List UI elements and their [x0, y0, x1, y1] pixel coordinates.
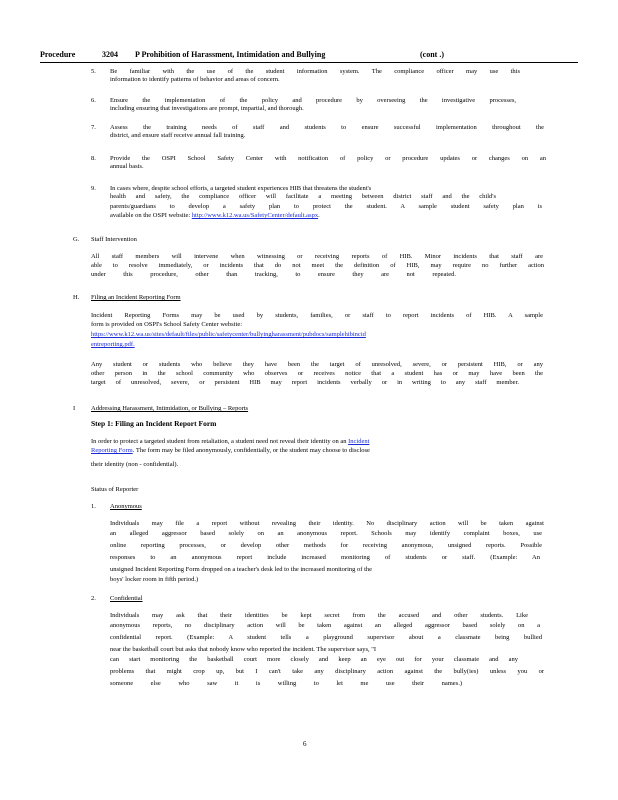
paragraph-line: problems that might crop up, but I can't take any disciplinary action against the bully(ies) unless you or: [110, 668, 544, 675]
paragraph-line: All staff members will intervene when witnessing or receiving reports of HIB. Minor incidents that staff are: [91, 253, 543, 260]
paragraph-line: Individuals may file a report without revealing their identity. No disciplinary action will be taken against: [110, 520, 544, 527]
paragraph-line: Incident Reporting Forms may be used by students, families, or staff to report incidents of HIB. A sample: [91, 312, 543, 319]
paragraph-line: near the basketball court but asks that nobody know who reported the incident. The supervisor says, "I: [110, 646, 377, 653]
paragraph-line: Reporting Form. The form may be filed anonymously, confidentially, or the student may choose to disclose: [91, 447, 370, 454]
list-number: 6.: [91, 97, 96, 104]
subsection-heading: Status of Reporter: [91, 486, 139, 493]
list-item-text: Be familiar with the use of the student information system. The compliance officer may use this: [110, 68, 520, 75]
safety-center-link[interactable]: http://www.k12.wa.us/SafetyCenter/default.aspx: [191, 212, 319, 219]
section-title: Filing an Incident Reporting Form: [91, 294, 181, 301]
list-item-title: Anonymous: [110, 503, 142, 510]
paragraph-line: anonymous reports, no disciplinary action will be taken against an alleged aggressor based solely on a: [110, 622, 540, 629]
procedure-cont: (cont .): [420, 50, 444, 59]
paragraph-line: boys' locker room in fifth period.): [110, 576, 199, 583]
incident-form-link[interactable]: Reporting Form: [91, 447, 133, 454]
section-title: Addressing Harassment, Intimidation, or Bullying – Reports: [91, 405, 249, 412]
list-number: 5.: [91, 68, 96, 75]
paragraph-line: their identity (non - confidential).: [91, 461, 179, 468]
paragraph-line: confidential report. (Example: A student tells a playground supervisor about a classmate being bullied: [110, 634, 542, 641]
list-item-text: district, and ensure staff receive annual fall training.: [110, 132, 246, 139]
paragraph-line: able to resolve immediately, or incidents that do not meet the definition of HIB, may require no further action: [91, 262, 544, 269]
list-number: 2.: [91, 595, 96, 602]
paragraph-line: form is provided on OSPI's School Safety Center website:: [91, 321, 243, 328]
sample-form-link-end[interactable]: entreporting.pdf.: [91, 341, 135, 348]
list-item-text: annual basis.: [110, 163, 144, 170]
procedure-header: [40, 50, 578, 63]
procedure-title: P Prohibition of Harassment, Intimidation and Bullying: [135, 50, 326, 59]
paragraph-line: unsigned Incident Reporting Form dropped on a teacher's desk led to the increased monitoring of the: [110, 566, 373, 573]
list-item-text: information to identify patterns of behavior and areas of concern.: [110, 76, 280, 83]
list-number: 8.: [91, 155, 96, 162]
list-item-text: Assess the training needs of staff and students to ensure successful implementation throughout the: [110, 124, 544, 131]
paragraph-line: target of unresolved, severe, or persistent HIB may report incidents verbally or in writing to any staff member.: [91, 379, 519, 386]
paragraph-line: other person in the school community who observes or receives notice that a student has or may have been the: [91, 370, 543, 377]
section-letter: G.: [73, 236, 80, 243]
section-letter: H.: [73, 294, 80, 301]
list-item-text: including ensuring that investigations are prompt, impartial, and thorough.: [110, 105, 304, 112]
list-item-text: parents/guardians to develop a safety plan to protect the student. A sample student safety plan is: [110, 203, 542, 210]
sample-form-link[interactable]: https://www.k12.wa.us/sites/default/files/public/safetycenter/bullyingharassment/pubdocs/samplehibincid: [91, 331, 366, 338]
paragraph-line: someone else who saw it is willing to let me use their names.): [110, 680, 462, 687]
list-item-text: available on the OSPI website: http://www.k12.wa.us/SafetyCenter/default.aspx.: [110, 212, 320, 219]
paragraph-line: online reporting processes, or develop other methods for receiving anonymous, unsigned reports. Possible: [110, 542, 542, 549]
list-item-text: Ensure the implementation of the policy and procedure by overseeing the investigative processes,: [110, 97, 516, 104]
list-item-text: In cases where, despite school efforts, a targeted student experiences HIB that threatens the student's: [110, 185, 372, 192]
list-number: 9.: [91, 185, 96, 192]
paragraph-line: responses to an anonymous report include increased monitoring of students or staff. (Example: An: [110, 554, 540, 561]
incident-form-link[interactable]: Incident: [348, 438, 370, 445]
paragraph-line: under this procedure, other than tracking, to ensure they are not repeated.: [91, 271, 456, 278]
paragraph-line: Individuals may ask that their identities be kept secret from the accused and other students. Like: [110, 612, 528, 619]
list-item-text: Provide the OSPI School Safety Center with notification of policy or procedure updates or changes on an: [110, 155, 546, 162]
section-letter: I: [73, 405, 76, 412]
page-number: 6: [303, 740, 307, 748]
paragraph-line: an alleged aggressor based solely on an anonymous report. Schools may identify complaint boxes, use: [110, 530, 542, 537]
paragraph-line: Any student or students who believe they have been the target of unresolved, severe, or persistent HIB, or any: [91, 361, 543, 368]
paragraph-line: In order to protect a targeted student from retaliation, a student need not reveal their identity on an Incident: [91, 438, 370, 445]
list-number: 7.: [91, 124, 96, 131]
list-number: 1.: [91, 503, 96, 510]
list-item-title: Confidential: [110, 595, 143, 602]
step-heading: Step 1: Filing an Incident Report Form: [91, 419, 217, 428]
section-title: Staff Intervention: [91, 236, 137, 243]
procedure-number: 3204: [102, 50, 118, 59]
procedure-label: Procedure: [40, 50, 76, 59]
paragraph-line: can start monitoring the basketball court more closely and keep an eye out for your classmate and any: [110, 656, 518, 663]
list-item-text: health and safety, the compliance officer will facilitate a meeting between district staff and the child's: [110, 193, 496, 200]
